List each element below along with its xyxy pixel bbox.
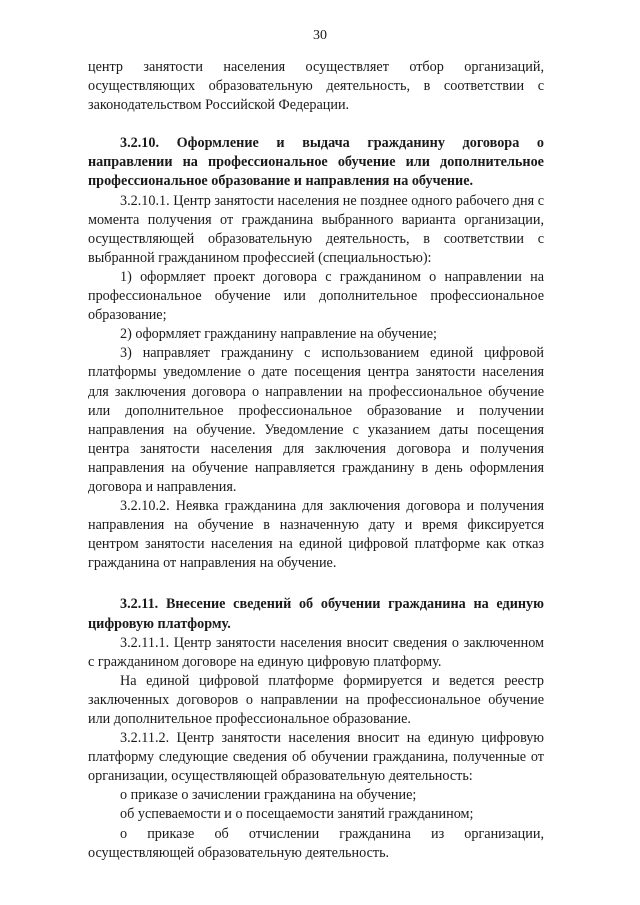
list-item-1: 1) оформляет проект договора с гражданином о направлении на профессиональное обучение или дополнительное профессиональное образование; [88, 268, 544, 324]
paragraph-3-2-11-1: 3.2.11.1. Центр занятости населения вносит сведения о заключенном с гражданином договоре на единую цифровую платформу. [88, 634, 544, 670]
section-heading-3-2-10: 3.2.10. Оформление и выдача гражданину договора о направлении на профессиональное обучение или дополнительное профессиональное образование и направления на обучение. [88, 135, 544, 190]
list-item-enrollment: о приказе о зачислении гражданина на обучение; [120, 787, 417, 804]
paragraph-3-2-10-1: 3.2.10.1. Центр занятости населения не позднее одного рабочего дня с момента получения от гражданина выбранного варианта организации, осуществляющей образовательную деятельность, в соответствии с выбранной гражданином профессией (специальностью): [88, 192, 544, 266]
list-item-3: 3) направляет гражданину с использованием единой цифровой платформы уведомление о дате посещения центра занятости населения для заключения договора о направлении на профессиональное обучение или дополнительное профессиональное образование и получении направления на обучение. Уведомление с указанием даты посещения центра занятости населения для заключения договора и получения направления на обучение направляется гражданину в день оформления договора и направления. [88, 345, 544, 495]
paragraph-3-2-11-2: 3.2.11.2. Центр занятости населения вносит на единую цифровую платформу следующие сведения об обучении гражданина, полученные от организации, осуществляющей образовательную деятельность: [88, 730, 544, 785]
list-item-expulsion: о приказе об отчислении гражданина из организации, осуществляющей образовательную деятельность. [88, 825, 544, 861]
list-item-attendance: об успеваемости и о посещаемости занятий гражданином; [120, 806, 474, 823]
page-number: 30 [313, 28, 327, 43]
document-body [88, 58, 544, 863]
section-heading-3-2-11: 3.2.11. Внесение сведений об обучении гражданина на единую цифровую платформу. [88, 596, 544, 632]
list-item-2: 2) оформляет гражданину направление на обучение; [120, 326, 437, 343]
paragraph-continuation: центр занятости населения осуществляет отбор организаций, осуществляющих образовательную деятельность, в соответствии с законодательством Российской Федерации. [88, 59, 544, 114]
paragraph-3-2-10-2: 3.2.10.2. Неявка гражданина для заключения договора и получения направления на обучение в назначенную дату и время фиксируется центром занятости населения на единой цифровой платформе как отказ гражданина от направления на обучение. [88, 498, 544, 572]
paragraph-registry: На единой цифровой платформе формируется и ведется реестр заключенных договоров о направлении на профессиональное обучение или дополнительное профессиональное образование. [88, 672, 544, 727]
